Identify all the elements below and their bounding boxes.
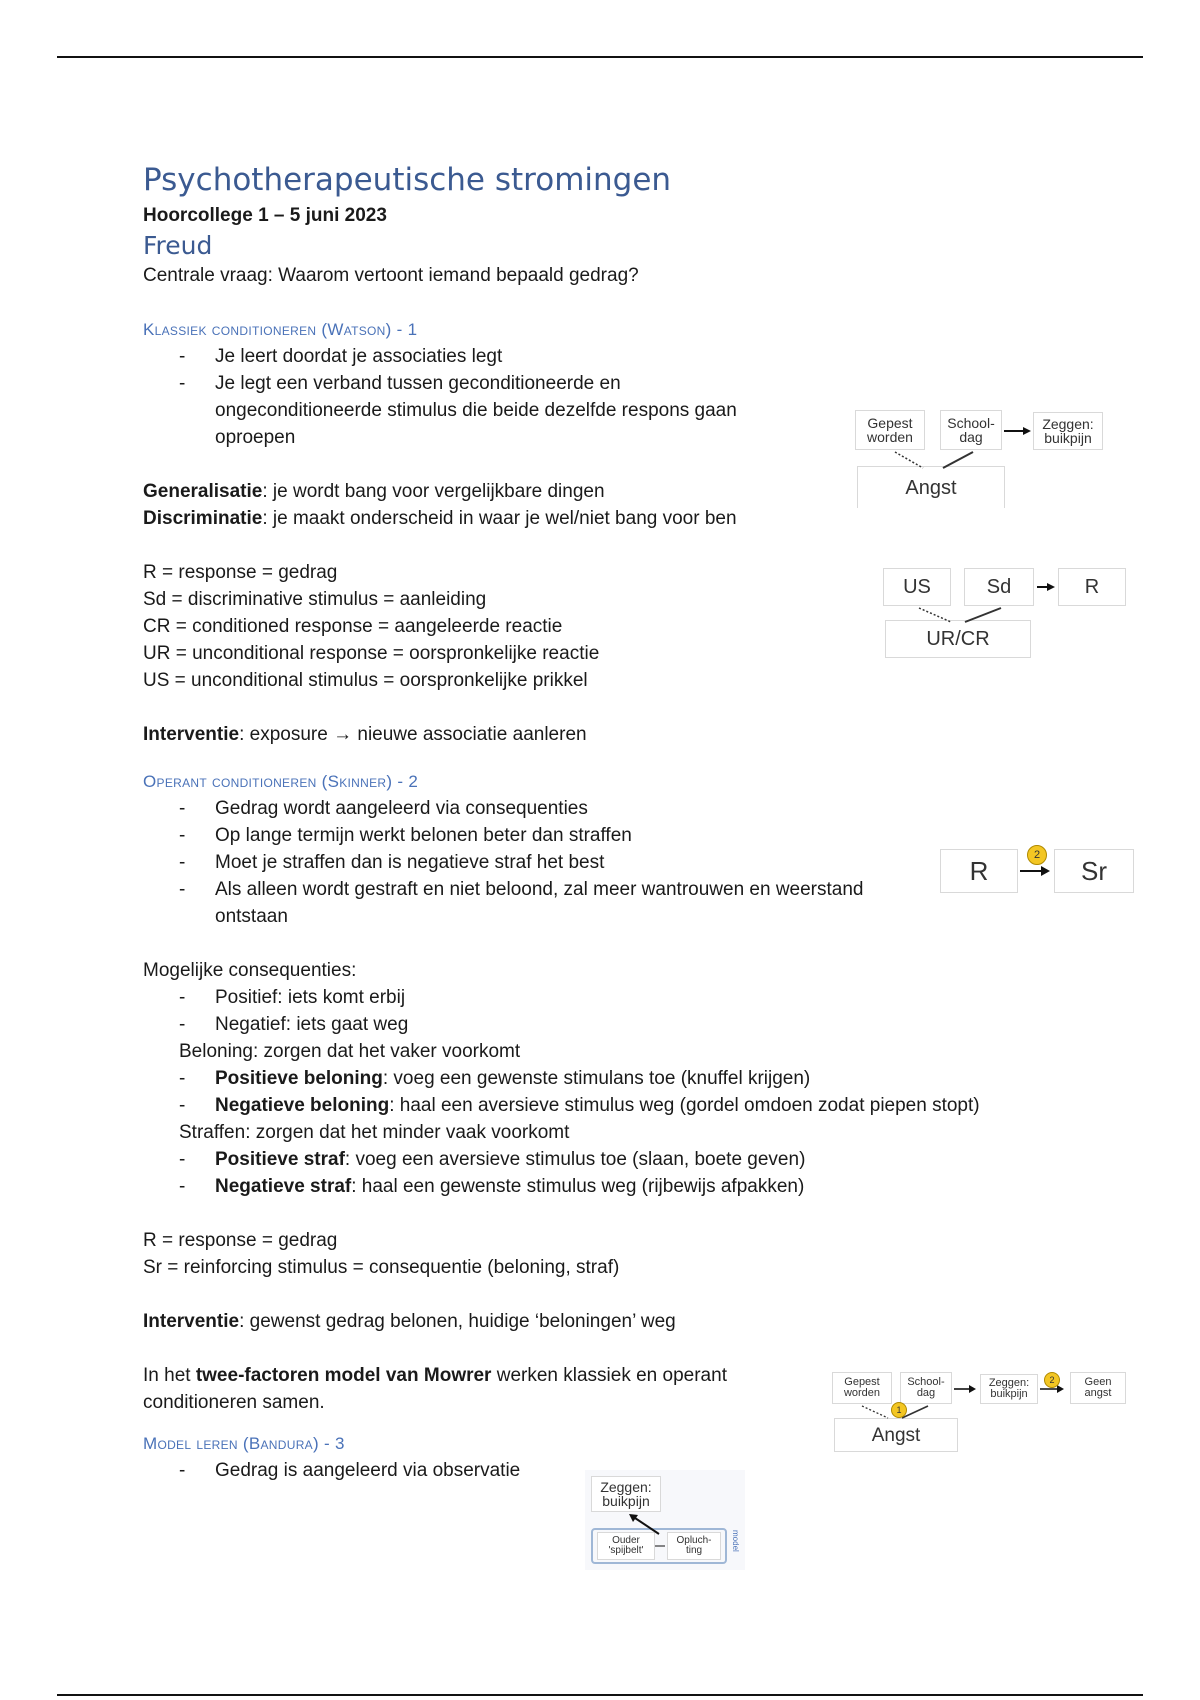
list-item: - Negatief: iets gaat weg xyxy=(215,1011,1063,1038)
diagram-arrows xyxy=(883,568,1128,660)
klassiek-bullets xyxy=(143,343,855,451)
consequenties-intro: Mogelijke consequenties: xyxy=(143,960,357,981)
diagram-node: Gepest worden xyxy=(855,410,925,450)
heading-freud: Freud xyxy=(143,231,213,260)
diagram-node: Zeggen: buikpijn xyxy=(591,1476,661,1512)
diagram-node: School-dag xyxy=(940,410,1002,450)
bottom-rule xyxy=(57,1694,1143,1696)
diagram-klassiek-schema xyxy=(883,568,1128,660)
diagram-node: Opluch-ting xyxy=(667,1532,721,1560)
beloning-intro: Beloning: zorgen dat het vaker voorkomt xyxy=(179,1041,521,1062)
straf-bullets xyxy=(143,1146,1063,1200)
diagram-node: Sr xyxy=(1054,849,1134,893)
step-badge: 2 xyxy=(1027,845,1047,865)
straf-intro: Straffen: zorgen dat het minder vaak voorkomt xyxy=(179,1122,570,1143)
diagram-arrows xyxy=(585,1470,745,1570)
list-item: - Op lange termijn werkt belonen beter dan straffen xyxy=(215,822,1063,849)
term: Generalisatie xyxy=(143,481,263,502)
term: Interventie xyxy=(143,1311,240,1332)
diagram-node: Angst xyxy=(857,466,1005,508)
central-question: Centrale vraag: Waarom vertoont iemand bepaald gedrag? xyxy=(143,265,639,286)
diagram-node: Angst xyxy=(834,1418,958,1452)
beloning-bullets xyxy=(143,1065,1063,1119)
list-item: - Je leert doordat je associaties legt xyxy=(215,343,855,370)
diagram-node: Sd xyxy=(964,568,1034,606)
list-item: - Negatieve beloning: haal een aversieve stimulus weg (gordel omdoen zodat piepen stopt) xyxy=(215,1092,1063,1119)
page-title: Psychotherapeutische stromingen xyxy=(143,162,672,198)
model-label: model xyxy=(731,1530,740,1552)
step-badge: 2 xyxy=(1044,1372,1060,1388)
term: Interventie xyxy=(143,724,240,745)
heading-model-leren: Model leren (Bandura) - 3 xyxy=(143,1434,345,1453)
heading-klassiek: Klassiek conditioneren (Watson) - 1 xyxy=(143,320,418,339)
diagram-node: US xyxy=(883,568,951,606)
definition: UR = unconditional response = oorspronkelijke reactie xyxy=(143,643,600,664)
diagram-node: UR/CR xyxy=(885,620,1031,658)
list-item: - Positieve straf: voeg een aversieve stimulus toe (slaan, boete geven) xyxy=(215,1146,1063,1173)
discriminatie-line: Discriminatie: je maakt onderscheid in waar je wel/niet bang voor ben xyxy=(143,508,737,529)
diagram-arrows xyxy=(832,1372,1127,1454)
generalisatie-line: Generalisatie: je wordt bang voor vergelijkbare dingen xyxy=(143,481,605,502)
diagram-node: Gepest worden xyxy=(832,1372,892,1404)
term: Discriminatie xyxy=(143,508,263,529)
diagram-node: Ouder 'spijbelt' xyxy=(597,1532,655,1560)
list-item: - Gedrag wordt aangeleerd via consequenties xyxy=(215,795,1063,822)
interventie-operant: Interventie: gewenst gedrag belonen, huidige ‘beloningen’ weg xyxy=(143,1311,676,1332)
consequenties-bullets xyxy=(143,984,1063,1038)
list-item: - Als alleen wordt gestraft en niet beloond, zal meer wantrouwen en weerstand ontstaan xyxy=(215,876,915,930)
list-item: - Positieve beloning: voeg een gewenste stimulans toe (knuffel krijgen) xyxy=(215,1065,1063,1092)
definition: Sd = discriminative stimulus = aanleiding xyxy=(143,589,487,610)
diagram-bandura xyxy=(585,1470,745,1570)
definition: R = response = gedrag xyxy=(143,1230,338,1251)
diagram-node: R xyxy=(940,849,1018,893)
operant-bullets xyxy=(143,795,1063,930)
diagram-node: School-dag xyxy=(900,1372,952,1404)
list-item: - Positief: iets komt erbij xyxy=(215,984,1063,1011)
diagram-mowrer xyxy=(832,1372,1127,1454)
diagram-node: Zeggen: buikpijn xyxy=(980,1374,1038,1404)
page-subtitle: Hoorcollege 1 – 5 juni 2023 xyxy=(143,205,387,226)
definition: R = response = gedrag xyxy=(143,562,338,583)
definition: Sr = reinforcing stimulus = consequentie (beloning, straf) xyxy=(143,1257,620,1278)
step-badge: 1 xyxy=(891,1402,907,1418)
diagram-node: Geen angst xyxy=(1070,1372,1126,1404)
document-body xyxy=(143,160,1063,1484)
diagram-node: R xyxy=(1058,568,1126,606)
diagram-operant-schema xyxy=(940,845,1135,895)
diagram-klassiek-voorbeeld xyxy=(855,410,1105,510)
list-item: - Je legt een verband tussen geconditioneerde en ongeconditioneerde stimulus die beide dezelfde respons gaan oproepen xyxy=(215,370,775,451)
top-rule xyxy=(57,56,1143,58)
diagram-node: Zeggen: buikpijn xyxy=(1033,412,1103,450)
heading-operant: Operant conditioneren (Skinner) - 2 xyxy=(143,772,419,791)
mowrer-paragraph: In het twee-factoren model van Mowrer werken klassiek en operant conditioneren samen. xyxy=(143,1365,727,1413)
list-item: - Moet je straffen dan is negatieve straf het best xyxy=(215,849,1063,876)
diagram-arrows xyxy=(855,410,1105,510)
definition: CR = conditioned response = aangeleerde reactie xyxy=(143,616,563,637)
list-item: - Gedrag is aangeleerd via observatie xyxy=(215,1457,1063,1484)
list-item: - Negatieve straf: haal een gewenste stimulus weg (rijbewijs afpakken) xyxy=(215,1173,1063,1200)
definition: US = unconditional stimulus = oorspronkelijke prikkel xyxy=(143,670,588,691)
interventie-klassiek: Interventie: exposure → nieuwe associatie aanleren xyxy=(143,724,587,745)
